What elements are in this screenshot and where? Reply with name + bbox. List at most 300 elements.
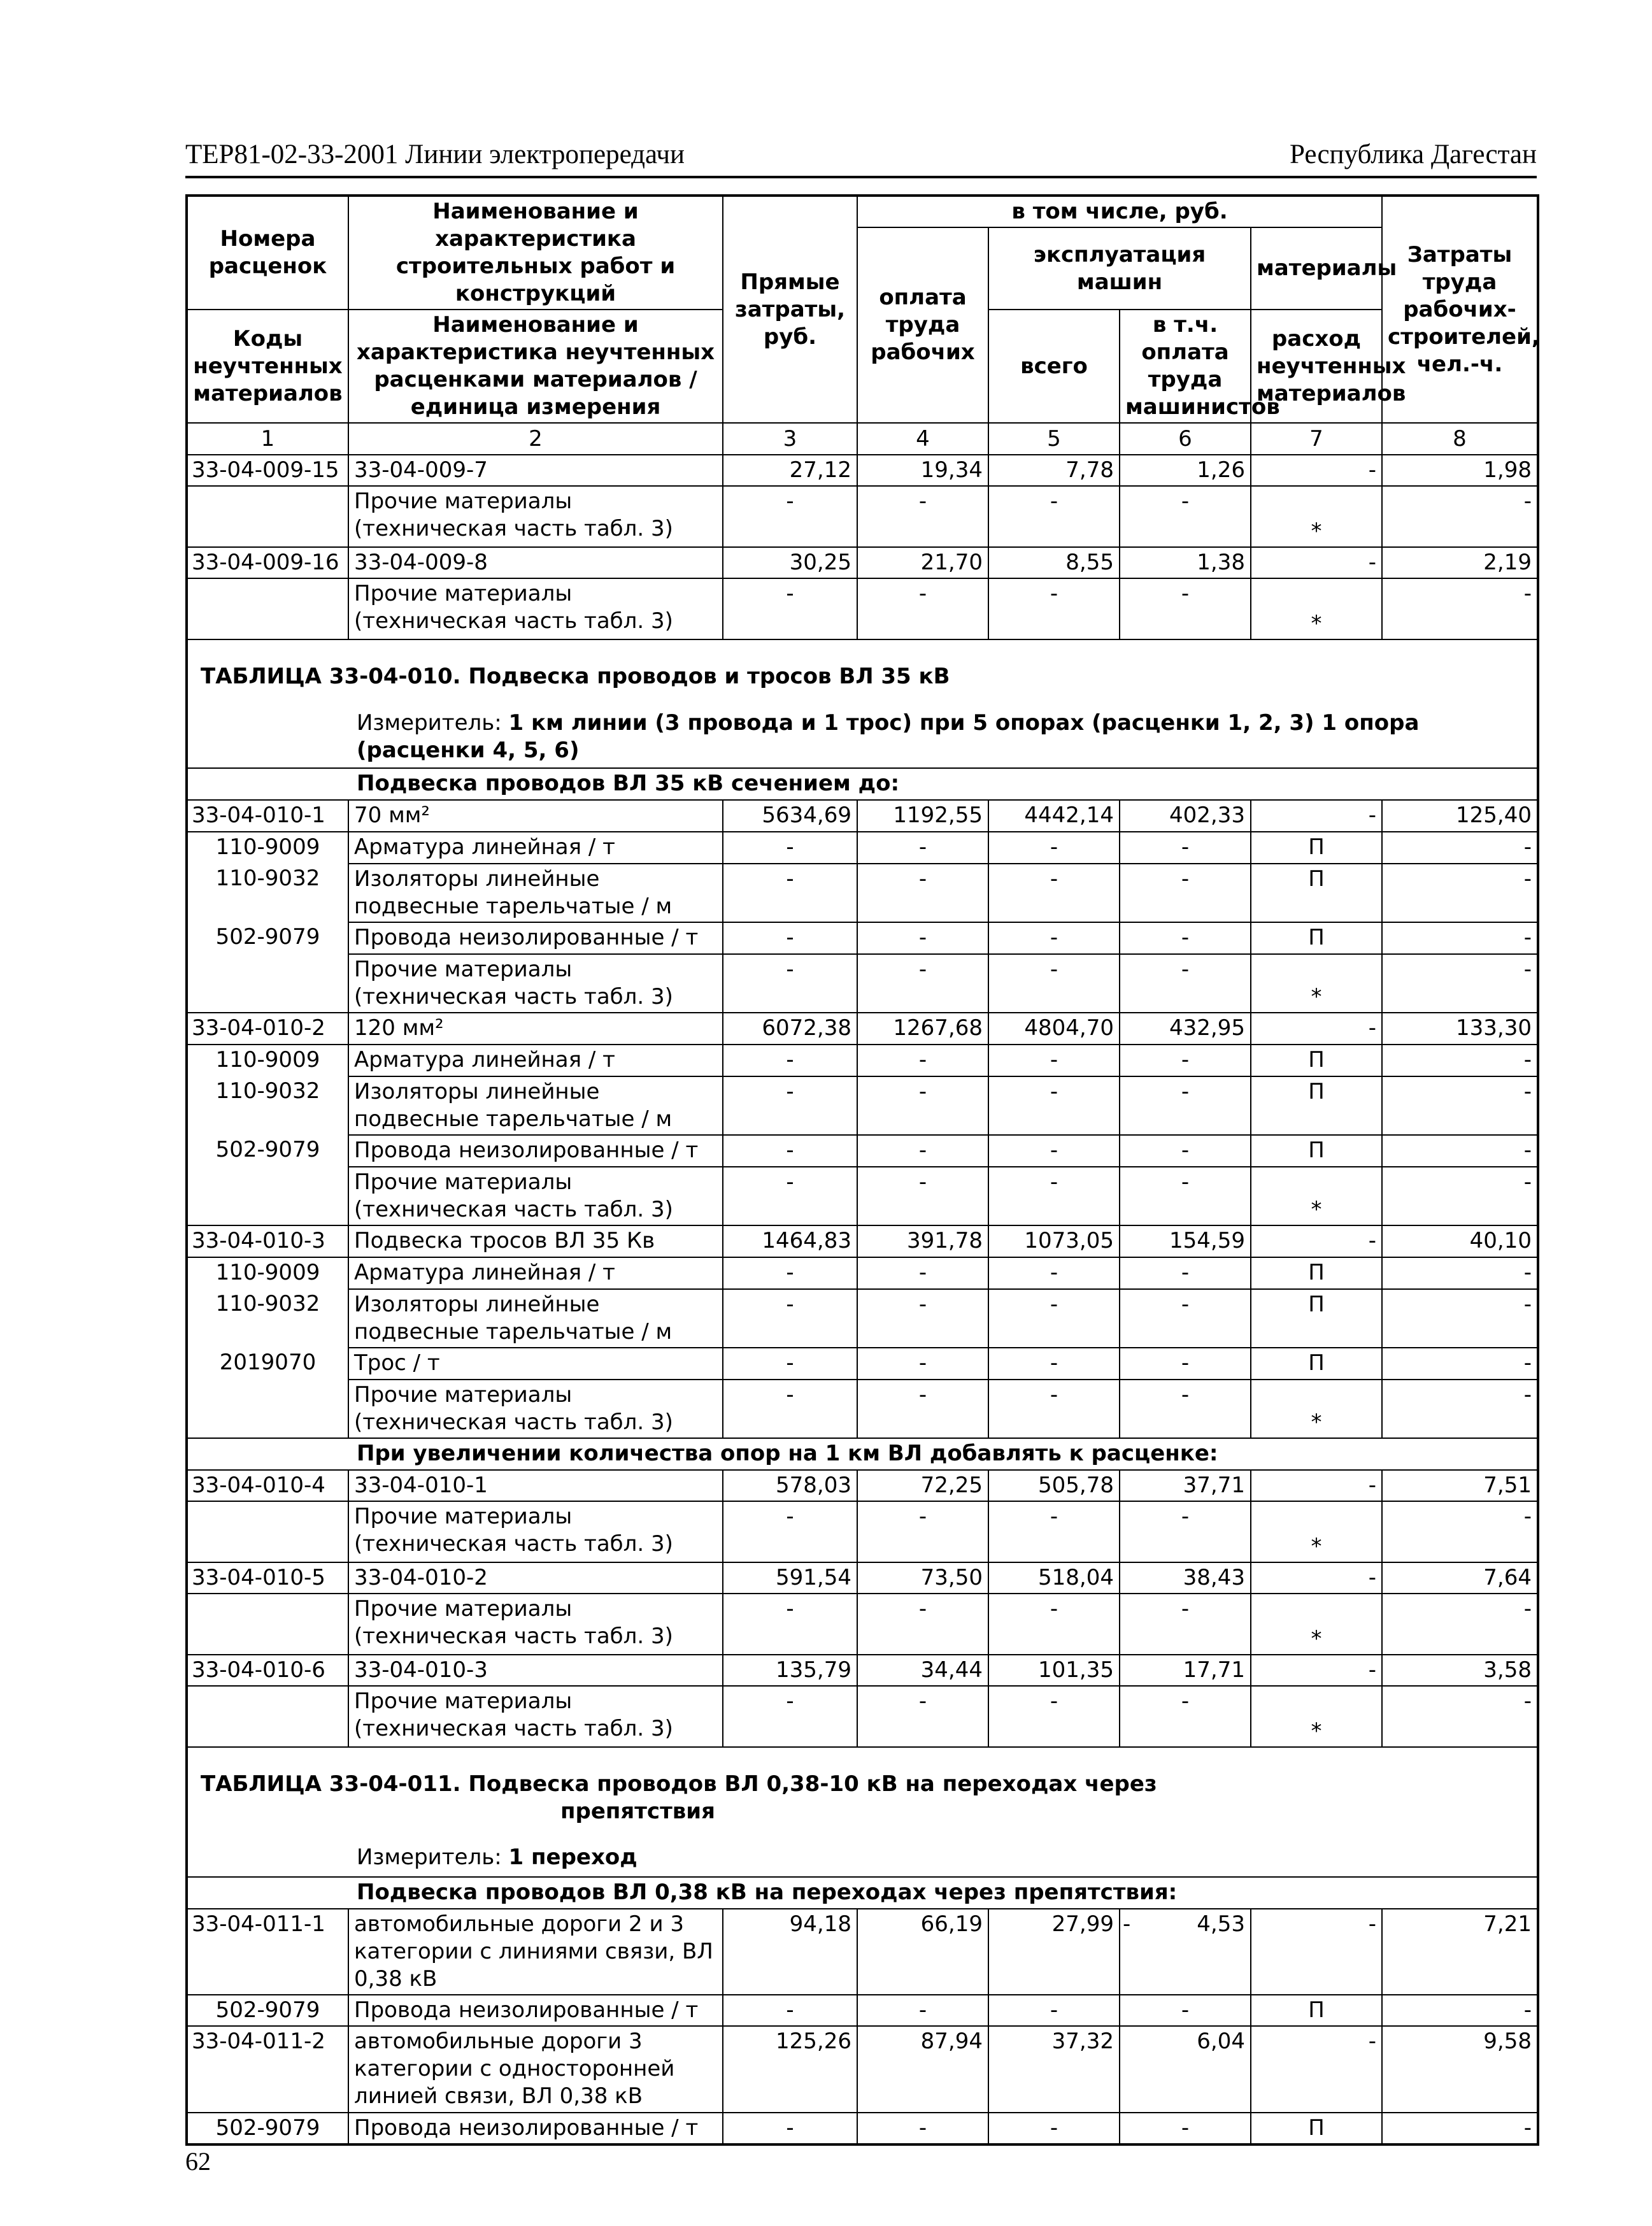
rate-name: 33-04-010-2 bbox=[348, 1562, 723, 1594]
direct-costs: - bbox=[723, 1135, 857, 1167]
direct-costs: 6072,38 bbox=[723, 1013, 857, 1045]
operator-pay: - bbox=[1120, 832, 1251, 864]
operator-pay: - bbox=[1120, 1289, 1251, 1348]
worker-pay: - bbox=[857, 1167, 988, 1225]
subheader-row bbox=[187, 768, 1538, 800]
material-row bbox=[187, 832, 1538, 864]
column-index: 2 bbox=[348, 423, 723, 455]
material-code: 502-9079 bbox=[187, 2113, 348, 2144]
table-title-row bbox=[187, 1747, 1538, 1843]
labor-costs: - bbox=[1382, 1686, 1538, 1747]
material-row bbox=[187, 1076, 1538, 1135]
col-header-materials: материалы bbox=[1251, 227, 1382, 310]
rate-code: 33-04-009-15 bbox=[187, 455, 348, 486]
material-usage: П bbox=[1251, 1045, 1382, 1076]
machines-total: 8,55 bbox=[988, 547, 1120, 578]
column-index: 5 bbox=[988, 423, 1120, 455]
material-row bbox=[187, 486, 1538, 547]
machines-total: 4804,70 bbox=[988, 1013, 1120, 1045]
operator-pay: 154,59 bbox=[1120, 1225, 1251, 1257]
table-title bbox=[187, 1747, 1538, 1843]
worker-pay: 1267,68 bbox=[857, 1013, 988, 1045]
worker-pay: - bbox=[857, 578, 988, 639]
material-name: Провода неизолированные / т bbox=[348, 922, 723, 954]
material-usage: * bbox=[1251, 1167, 1382, 1225]
material-usage: * bbox=[1251, 1594, 1382, 1655]
col-header-machines: эксплуатация машин bbox=[988, 227, 1251, 310]
material-row bbox=[187, 1501, 1538, 1562]
direct-costs: - bbox=[723, 1076, 857, 1135]
material-usage: - bbox=[1251, 547, 1382, 578]
material-name: Провода неизолированные / т bbox=[348, 1135, 723, 1167]
material-code: 110-9009 bbox=[187, 832, 348, 864]
worker-pay: - bbox=[857, 922, 988, 954]
operator-pay: 17,71 bbox=[1120, 1655, 1251, 1686]
machines-total: - bbox=[988, 922, 1120, 954]
material-usage: П bbox=[1251, 1995, 1382, 2026]
labor-costs: 1,98 bbox=[1382, 455, 1538, 486]
direct-costs: - bbox=[723, 2113, 857, 2144]
material-code bbox=[187, 1380, 348, 1438]
worker-pay: 87,94 bbox=[857, 2026, 988, 2113]
direct-costs: - bbox=[723, 1257, 857, 1289]
operator-pay bbox=[1120, 1909, 1251, 1995]
meter bbox=[187, 1843, 1538, 1877]
worker-pay: - bbox=[857, 1135, 988, 1167]
material-row bbox=[187, 922, 1538, 954]
labor-costs: 7,64 bbox=[1382, 1562, 1538, 1594]
operator-pay: 402,33 bbox=[1120, 800, 1251, 832]
col-header-operator-pay: в т.ч. оплата труда машинистов bbox=[1120, 310, 1251, 423]
machines-total: 101,35 bbox=[988, 1655, 1120, 1686]
worker-pay: 21,70 bbox=[857, 547, 988, 578]
direct-costs: 578,03 bbox=[723, 1470, 857, 1501]
operator-pay: - bbox=[1120, 1594, 1251, 1655]
material-usage: П bbox=[1251, 2113, 1382, 2144]
material-name: Прочие материалы (техническая часть табл. 3) bbox=[348, 1167, 723, 1225]
direct-costs: 94,18 bbox=[723, 1909, 857, 1995]
header-row bbox=[187, 196, 1538, 227]
material-code bbox=[187, 578, 348, 639]
material-code: 110-9032 bbox=[187, 864, 348, 922]
material-name: Прочие материалы (техническая часть табл. 3) bbox=[348, 1380, 723, 1438]
material-name: Прочие материалы (техническая часть табл. 3) bbox=[348, 954, 723, 1013]
rate-code: 33-04-010-3 bbox=[187, 1225, 348, 1257]
material-usage: * bbox=[1251, 1501, 1382, 1562]
material-name: Арматура линейная / т bbox=[348, 832, 723, 864]
labor-costs: - bbox=[1382, 922, 1538, 954]
worker-pay: - bbox=[857, 1501, 988, 1562]
material-usage: - bbox=[1251, 1470, 1382, 1501]
material-usage: - bbox=[1251, 2026, 1382, 2113]
material-row bbox=[187, 1045, 1538, 1076]
machines-total: - bbox=[988, 1501, 1120, 1562]
material-usage: * bbox=[1251, 1686, 1382, 1747]
direct-costs: - bbox=[723, 578, 857, 639]
col-header-material-codes: Коды неучтенных материалов bbox=[187, 310, 348, 423]
labor-costs: - bbox=[1382, 954, 1538, 1013]
column-index: 1 bbox=[187, 423, 348, 455]
machines-total: 1073,05 bbox=[988, 1225, 1120, 1257]
rates-table bbox=[185, 194, 1539, 2146]
material-usage: П bbox=[1251, 1257, 1382, 1289]
rate-row bbox=[187, 1225, 1538, 1257]
table-title-row bbox=[187, 639, 1538, 708]
direct-costs: 135,79 bbox=[723, 1655, 857, 1686]
machines-total: - bbox=[988, 1135, 1120, 1167]
material-row bbox=[187, 864, 1538, 922]
labor-costs: - bbox=[1382, 1076, 1538, 1135]
machines-total: - bbox=[988, 1167, 1120, 1225]
worker-pay: - bbox=[857, 1348, 988, 1380]
operator-pay: 1,26 bbox=[1120, 455, 1251, 486]
material-usage: - bbox=[1251, 1013, 1382, 1045]
direct-costs: - bbox=[723, 1501, 857, 1562]
material-name: Прочие материалы (техническая часть табл. 3) bbox=[348, 578, 723, 639]
direct-costs: - bbox=[723, 832, 857, 864]
labor-costs: - bbox=[1382, 1594, 1538, 1655]
labor-costs: 40,10 bbox=[1382, 1225, 1538, 1257]
material-name: Провода неизолированные / т bbox=[348, 1995, 723, 2026]
column-index: 6 bbox=[1120, 423, 1251, 455]
labor-costs: - bbox=[1382, 1257, 1538, 1289]
column-index: 3 bbox=[723, 423, 857, 455]
material-usage: * bbox=[1251, 954, 1382, 1013]
rate-name: 70 мм² bbox=[348, 800, 723, 832]
machines-total: - bbox=[988, 1076, 1120, 1135]
machines-total: 37,32 bbox=[988, 2026, 1120, 2113]
operator-pay: - bbox=[1120, 486, 1251, 547]
labor-costs: - bbox=[1382, 1045, 1538, 1076]
machines-total: - bbox=[988, 1995, 1120, 2026]
operator-pay: 432,95 bbox=[1120, 1013, 1251, 1045]
machines-total: - bbox=[988, 1380, 1120, 1438]
material-code: 110-9009 bbox=[187, 1045, 348, 1076]
rate-name: 33-04-010-3 bbox=[348, 1655, 723, 1686]
material-row bbox=[187, 1257, 1538, 1289]
material-usage: * bbox=[1251, 1380, 1382, 1438]
worker-pay: 34,44 bbox=[857, 1655, 988, 1686]
subheader-row bbox=[187, 1877, 1538, 1909]
worker-pay: 66,19 bbox=[857, 1909, 988, 1995]
labor-costs: - bbox=[1382, 1380, 1538, 1438]
material-row bbox=[187, 1995, 1538, 2026]
worker-pay: - bbox=[857, 1045, 988, 1076]
col-header-unaccounted-materials: Наименование и характеристика неучтенных расценками материалов / единица измерения bbox=[348, 310, 723, 423]
material-usage: - bbox=[1251, 1909, 1382, 1995]
worker-pay: - bbox=[857, 1686, 988, 1747]
col-header-worker-pay: оплата труда рабочих bbox=[857, 227, 988, 423]
subheader-row bbox=[187, 1438, 1538, 1470]
direct-costs: 591,54 bbox=[723, 1562, 857, 1594]
document-code: ТЕР81-02-33-2001 Линии электропередачи bbox=[185, 139, 685, 169]
material-row bbox=[187, 1289, 1538, 1348]
operator-pay: - bbox=[1120, 1348, 1251, 1380]
table-title: ТАБЛИЦА 33-04-010. Подвеска проводов и тросов ВЛ 35 кВ bbox=[187, 639, 1538, 708]
material-code bbox=[187, 1501, 348, 1562]
rate-row bbox=[187, 2026, 1538, 2113]
operator-pay: - bbox=[1120, 954, 1251, 1013]
direct-costs: - bbox=[723, 922, 857, 954]
direct-costs: - bbox=[723, 1289, 857, 1348]
operator-pay: - bbox=[1120, 1995, 1251, 2026]
rate-code: 33-04-010-6 bbox=[187, 1655, 348, 1686]
meter bbox=[187, 708, 1538, 768]
labor-costs: - bbox=[1382, 1167, 1538, 1225]
operator-pay: - bbox=[1120, 922, 1251, 954]
column-index: 7 bbox=[1251, 423, 1382, 455]
column-index-row bbox=[187, 423, 1538, 455]
rate-code: 33-04-011-2 bbox=[187, 2026, 348, 2113]
worker-pay: 73,50 bbox=[857, 1562, 988, 1594]
material-usage: - bbox=[1251, 1655, 1382, 1686]
material-name: Прочие материалы (техническая часть табл. 3) bbox=[348, 1686, 723, 1747]
material-usage: * bbox=[1251, 486, 1382, 547]
material-usage: * bbox=[1251, 578, 1382, 639]
operator-pay: 6,04 bbox=[1120, 2026, 1251, 2113]
direct-costs: 125,26 bbox=[723, 2026, 857, 2113]
machines-total: - bbox=[988, 1348, 1120, 1380]
rate-code: 33-04-010-4 bbox=[187, 1470, 348, 1501]
worker-pay: - bbox=[857, 486, 988, 547]
machines-total: - bbox=[988, 1257, 1120, 1289]
worker-pay: 1192,55 bbox=[857, 800, 988, 832]
meter-label: Измеритель: bbox=[357, 710, 502, 736]
rate-row bbox=[187, 455, 1538, 486]
operator-pay: - bbox=[1120, 1135, 1251, 1167]
rate-code: 33-04-009-16 bbox=[187, 547, 348, 578]
direct-costs: - bbox=[723, 954, 857, 1013]
machines-total: - bbox=[988, 486, 1120, 547]
worker-pay: - bbox=[857, 1289, 988, 1348]
worker-pay: - bbox=[857, 954, 988, 1013]
labor-costs: 2,19 bbox=[1382, 547, 1538, 578]
machines-total: - bbox=[988, 864, 1120, 922]
machines-total: - bbox=[988, 1045, 1120, 1076]
material-usage: П bbox=[1251, 1348, 1382, 1380]
worker-pay: - bbox=[857, 1380, 988, 1438]
worker-pay: - bbox=[857, 864, 988, 922]
material-row bbox=[187, 1380, 1538, 1438]
labor-costs: - bbox=[1382, 2113, 1538, 2144]
material-code: 110-9032 bbox=[187, 1289, 348, 1348]
page-number: 62 bbox=[185, 2147, 211, 2176]
labor-costs: - bbox=[1382, 1289, 1538, 1348]
material-name: Прочие материалы (техническая часть табл. 3) bbox=[348, 1501, 723, 1562]
rate-row bbox=[187, 1013, 1538, 1045]
machines-total: 505,78 bbox=[988, 1470, 1120, 1501]
meter-label: Измеритель: bbox=[357, 1844, 502, 1870]
operator-pay: - bbox=[1120, 864, 1251, 922]
rate-row bbox=[187, 1562, 1538, 1594]
worker-pay: 391,78 bbox=[857, 1225, 988, 1257]
meter-text: 1 переход bbox=[508, 1844, 637, 1870]
worker-pay: - bbox=[857, 1257, 988, 1289]
rate-name: 33-04-009-8 bbox=[348, 547, 723, 578]
material-code bbox=[187, 486, 348, 547]
operator-pay: - bbox=[1120, 1076, 1251, 1135]
operator-pay: - bbox=[1120, 1257, 1251, 1289]
material-usage: - bbox=[1251, 1562, 1382, 1594]
operator-pay: 38,43 bbox=[1120, 1562, 1251, 1594]
labor-costs: - bbox=[1382, 578, 1538, 639]
operator-pay: - bbox=[1120, 1167, 1251, 1225]
col-header-material-usage: расход неучтенных материалов bbox=[1251, 310, 1382, 423]
labor-costs: - bbox=[1382, 832, 1538, 864]
direct-costs: - bbox=[723, 1167, 857, 1225]
labor-costs: - bbox=[1382, 1135, 1538, 1167]
material-usage: - bbox=[1251, 800, 1382, 832]
col-header-including: в том числе, руб. bbox=[857, 196, 1382, 227]
labor-costs: - bbox=[1382, 1501, 1538, 1562]
machines-total: 7,78 bbox=[988, 455, 1120, 486]
labor-costs: - bbox=[1382, 864, 1538, 922]
direct-costs: 5634,69 bbox=[723, 800, 857, 832]
material-usage: П bbox=[1251, 1289, 1382, 1348]
rate-row bbox=[187, 547, 1538, 578]
operator-pay: 37,71 bbox=[1120, 1470, 1251, 1501]
direct-costs: 27,12 bbox=[723, 455, 857, 486]
material-code bbox=[187, 1686, 348, 1747]
rate-name: 120 мм² bbox=[348, 1013, 723, 1045]
material-code bbox=[187, 1594, 348, 1655]
col-header-works: Наименование и характеристика строительных работ и конструкций bbox=[348, 196, 723, 310]
rate-code: 33-04-010-2 bbox=[187, 1013, 348, 1045]
header-rule bbox=[185, 176, 1537, 178]
material-code: 502-9079 bbox=[187, 1995, 348, 2026]
material-row bbox=[187, 954, 1538, 1013]
material-name: Изоляторы линейные подвесные тарельчатые / м bbox=[348, 1076, 723, 1135]
direct-costs: 1464,83 bbox=[723, 1225, 857, 1257]
material-usage: П bbox=[1251, 1135, 1382, 1167]
material-code: 110-9032 bbox=[187, 1076, 348, 1135]
labor-costs: 133,30 bbox=[1382, 1013, 1538, 1045]
direct-costs: - bbox=[723, 1594, 857, 1655]
machines-total: - bbox=[988, 954, 1120, 1013]
machines-total: 27,99 bbox=[988, 1909, 1120, 1995]
material-row bbox=[187, 1348, 1538, 1380]
material-usage: П bbox=[1251, 922, 1382, 954]
labor-costs: 9,58 bbox=[1382, 2026, 1538, 2113]
col-header-machines-total: всего bbox=[988, 310, 1120, 423]
labor-costs: - bbox=[1382, 1995, 1538, 2026]
material-name: Прочие материалы (техническая часть табл. 3) bbox=[348, 486, 723, 547]
worker-pay: 72,25 bbox=[857, 1470, 988, 1501]
operator-pay: 1,38 bbox=[1120, 547, 1251, 578]
direct-costs: - bbox=[723, 864, 857, 922]
worker-pay: 19,34 bbox=[857, 455, 988, 486]
direct-costs: 30,25 bbox=[723, 547, 857, 578]
labor-costs: 7,21 bbox=[1382, 1909, 1538, 1995]
material-row bbox=[187, 1594, 1538, 1655]
machines-total: 518,04 bbox=[988, 1562, 1120, 1594]
operator-pay: - bbox=[1120, 1686, 1251, 1747]
direct-costs: - bbox=[723, 1045, 857, 1076]
material-name: Провода неизолированные / т bbox=[348, 2113, 723, 2144]
material-code bbox=[187, 1167, 348, 1225]
direct-costs: - bbox=[723, 486, 857, 547]
worker-pay: - bbox=[857, 2113, 988, 2144]
machines-total: 4442,14 bbox=[988, 800, 1120, 832]
rate-name: автомобильные дороги 3 категории с односторонней линией связи, ВЛ 0,38 кВ bbox=[348, 2026, 723, 2113]
rate-row bbox=[187, 1909, 1538, 1995]
meter-text: 1 км линии (3 провода и 1 трос) при 5 опорах (расценки 1, 2, 3) 1 опора (расценки 4, 5, 6) bbox=[357, 710, 1420, 763]
group-subheader: При увеличении количества опор на 1 км ВЛ добавлять к расценке: bbox=[187, 1438, 1538, 1470]
machines-total: - bbox=[988, 1289, 1120, 1348]
material-usage: П bbox=[1251, 1076, 1382, 1135]
material-name: Прочие материалы (техническая часть табл. 3) bbox=[348, 1594, 723, 1655]
operator-pay: - bbox=[1120, 1501, 1251, 1562]
operator-pay-value: 4,53 bbox=[1197, 1911, 1245, 1937]
machines-total: - bbox=[988, 578, 1120, 639]
col-header-labor-costs: Затраты труда рабочих-строителей, чел.-ч. bbox=[1382, 196, 1538, 423]
machines-total: - bbox=[988, 1686, 1120, 1747]
material-usage: П bbox=[1251, 832, 1382, 864]
group-subheader: Подвеска проводов ВЛ 0,38 кВ на переходах через препятствия: bbox=[187, 1877, 1538, 1909]
material-name: Арматура линейная / т bbox=[348, 1257, 723, 1289]
material-row bbox=[187, 578, 1538, 639]
page-header bbox=[185, 139, 1537, 177]
operator-pay-dash: - bbox=[1123, 1911, 1131, 1937]
labor-costs: 7,51 bbox=[1382, 1470, 1538, 1501]
direct-costs: - bbox=[723, 1995, 857, 2026]
rate-name: 33-04-010-1 bbox=[348, 1470, 723, 1501]
material-name: Арматура линейная / т bbox=[348, 1045, 723, 1076]
group-subheader: Подвеска проводов ВЛ 35 кВ сечением до: bbox=[187, 768, 1538, 800]
material-row bbox=[187, 1135, 1538, 1167]
rate-code: 33-04-010-1 bbox=[187, 800, 348, 832]
material-usage: П bbox=[1251, 864, 1382, 922]
material-name: Трос / т bbox=[348, 1348, 723, 1380]
machines-total: - bbox=[988, 2113, 1120, 2144]
labor-costs: - bbox=[1382, 486, 1538, 547]
operator-pay: - bbox=[1120, 1045, 1251, 1076]
rate-row bbox=[187, 800, 1538, 832]
machines-total: - bbox=[988, 832, 1120, 864]
meter-row bbox=[187, 1843, 1538, 1877]
meter-row bbox=[187, 708, 1538, 768]
material-code: 110-9009 bbox=[187, 1257, 348, 1289]
labor-costs: 125,40 bbox=[1382, 800, 1538, 832]
material-code: 502-9079 bbox=[187, 922, 348, 954]
labor-costs: - bbox=[1382, 1348, 1538, 1380]
rate-row bbox=[187, 1470, 1538, 1501]
rate-code: 33-04-011-1 bbox=[187, 1909, 348, 1995]
material-code: 502-9079 bbox=[187, 1135, 348, 1167]
worker-pay: - bbox=[857, 1076, 988, 1135]
col-header-direct-costs: Прямые затраты, руб. bbox=[723, 196, 857, 423]
rate-name: Подвеска тросов ВЛ 35 Кв bbox=[348, 1225, 723, 1257]
direct-costs: - bbox=[723, 1686, 857, 1747]
direct-costs: - bbox=[723, 1348, 857, 1380]
col-header-rate-numbers: Номера расценок bbox=[187, 196, 348, 310]
rate-name: автомобильные дороги 2 и 3 категории с линиями связи, ВЛ 0,38 кВ bbox=[348, 1909, 723, 1995]
rate-code: 33-04-010-5 bbox=[187, 1562, 348, 1594]
operator-pay: - bbox=[1120, 578, 1251, 639]
operator-pay: - bbox=[1120, 1380, 1251, 1438]
material-row bbox=[187, 1686, 1538, 1747]
material-code: 2019070 bbox=[187, 1348, 348, 1380]
operator-pay: - bbox=[1120, 2113, 1251, 2144]
column-index: 4 bbox=[857, 423, 988, 455]
material-name: Изоляторы линейные подвесные тарельчатые / м bbox=[348, 1289, 723, 1348]
material-name: Изоляторы линейные подвесные тарельчатые / м bbox=[348, 864, 723, 922]
worker-pay: - bbox=[857, 832, 988, 864]
worker-pay: - bbox=[857, 1594, 988, 1655]
machines-total: - bbox=[988, 1594, 1120, 1655]
worker-pay: - bbox=[857, 1995, 988, 2026]
region-name: Республика Дагестан bbox=[1289, 139, 1537, 169]
